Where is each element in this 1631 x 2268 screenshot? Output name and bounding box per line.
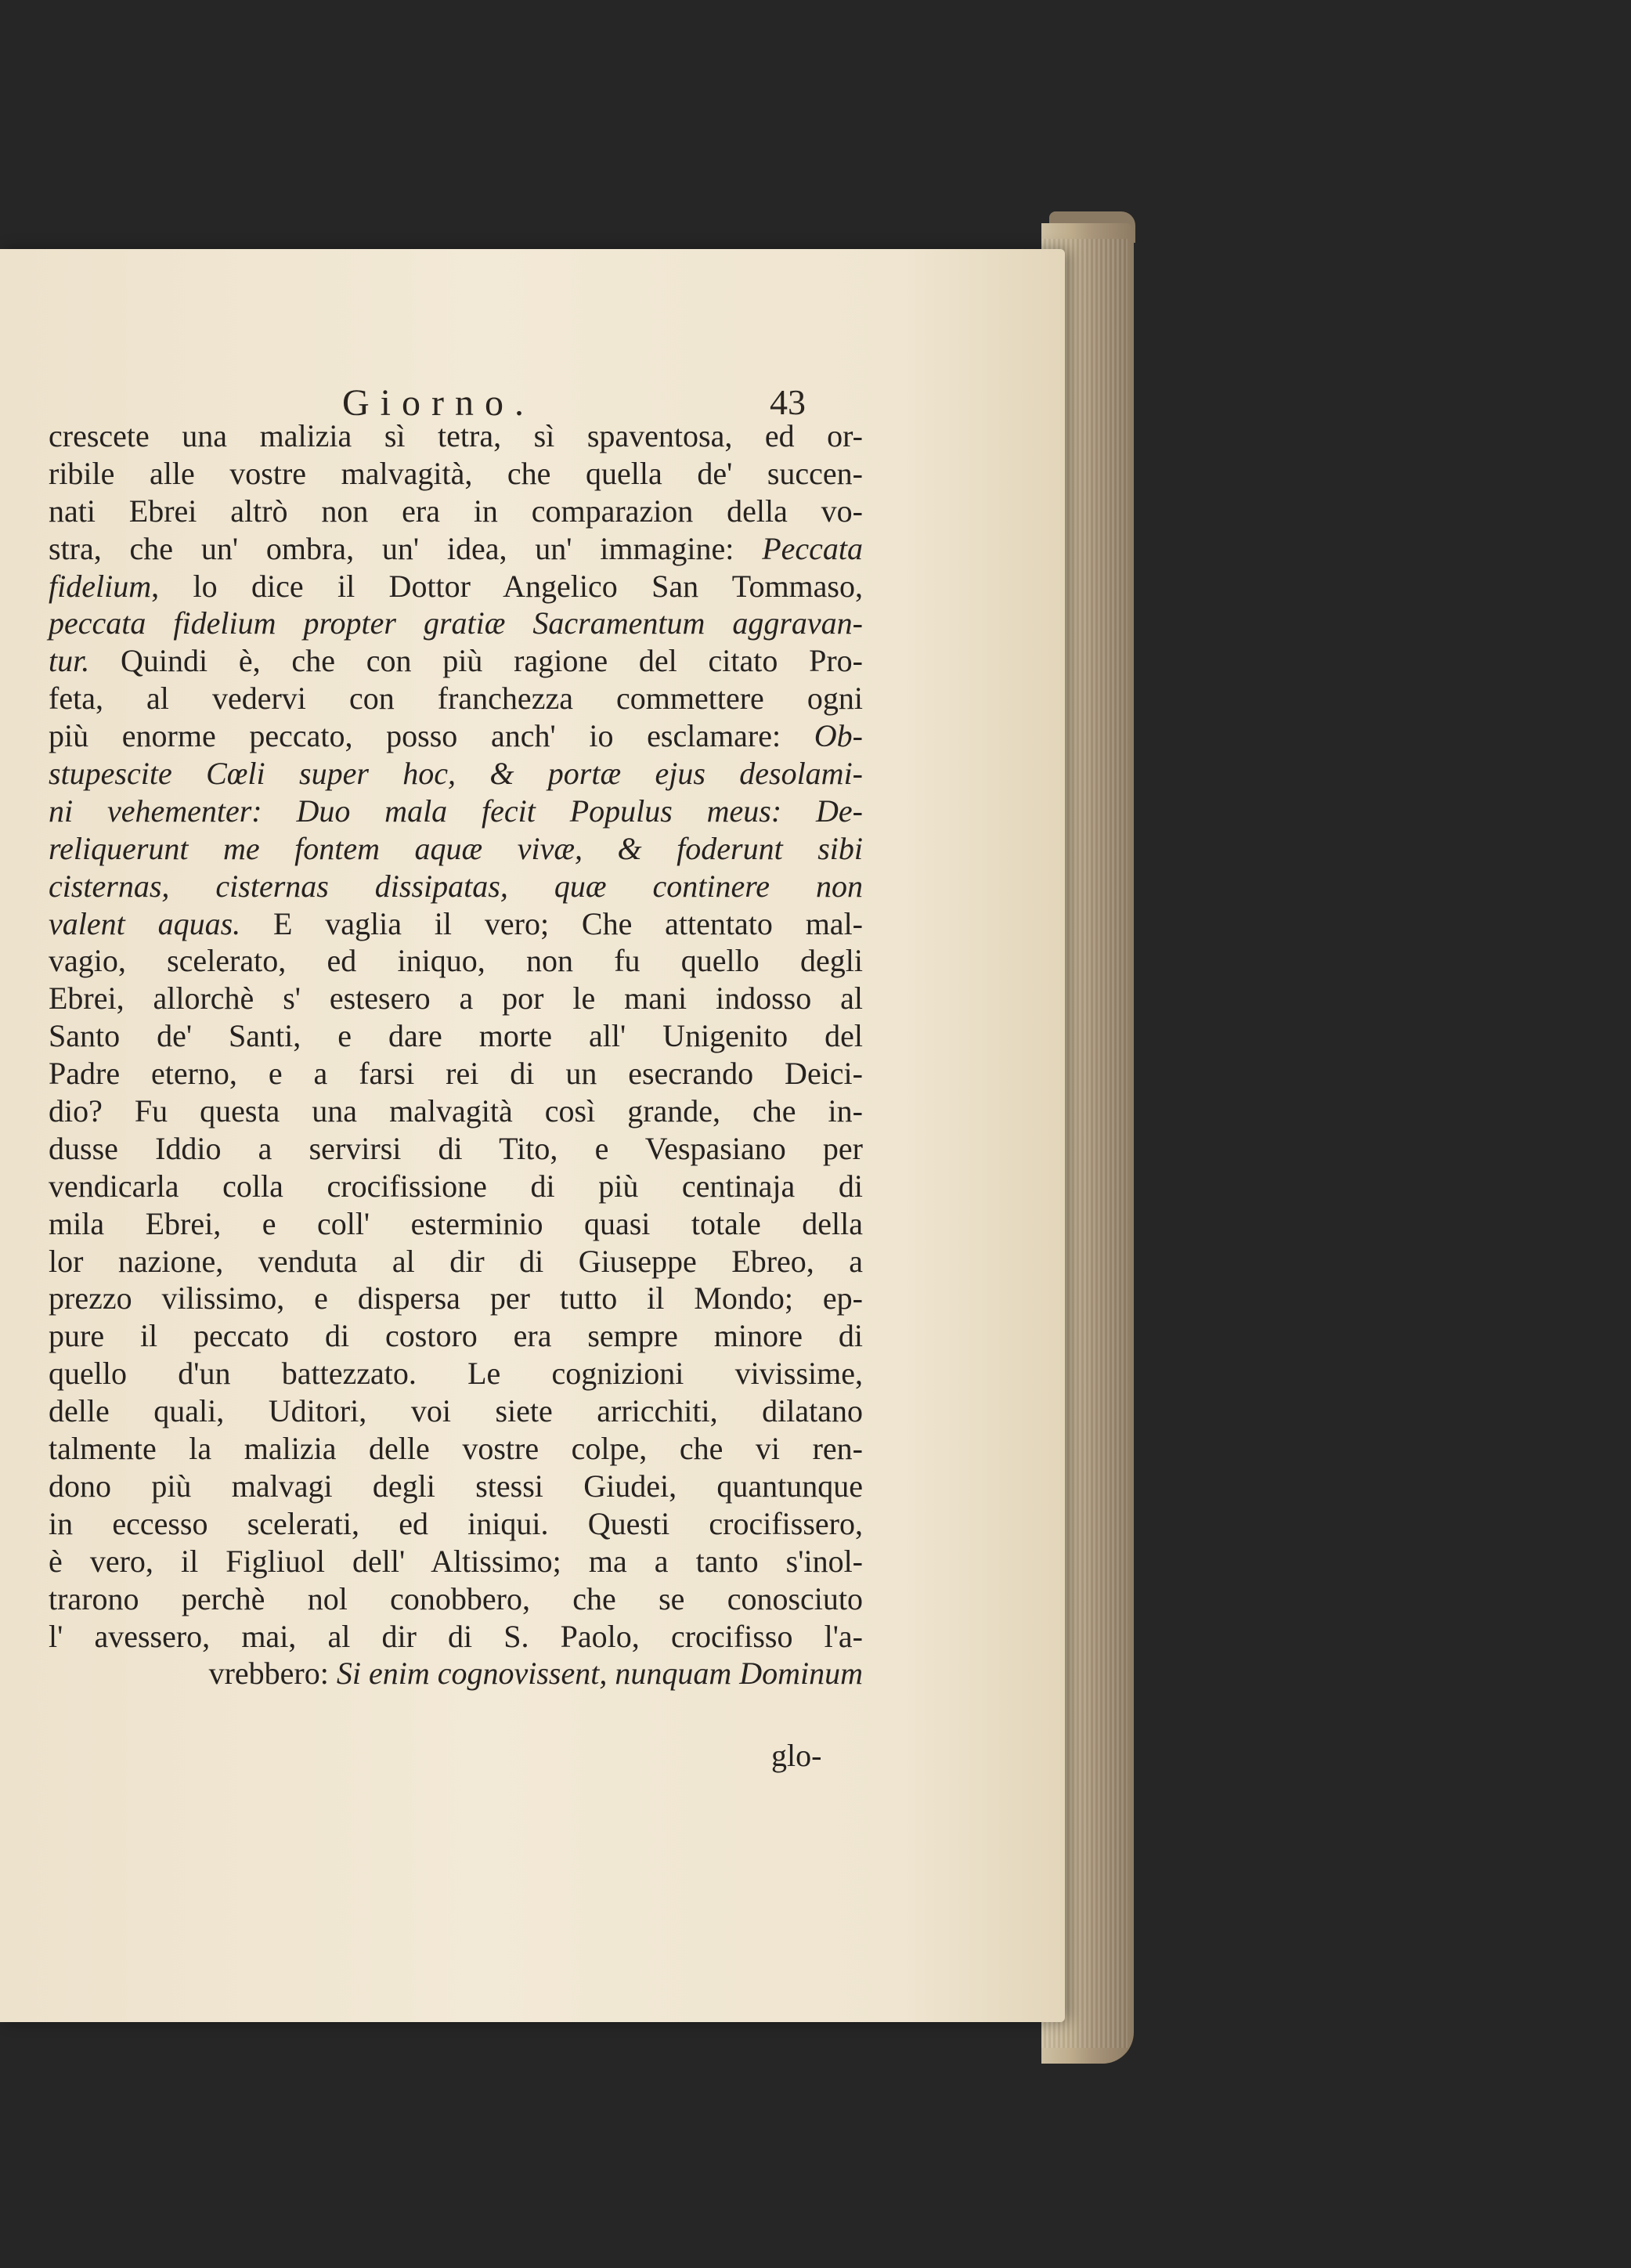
text-line — [49, 905, 863, 943]
line-text: , lo dice il Dottor Angelico San Tommaso, — [151, 568, 863, 604]
line-text: Quindi è, che con più ragione del citato Pro- — [89, 643, 863, 679]
line-text: in eccesso scelerati, ed iniqui. Questi crocifissero, — [49, 1505, 863, 1541]
line-text: vrebbero: — [208, 1656, 337, 1692]
line-text: dono più malvagi degli stessi Giudei, quantunque — [49, 1468, 863, 1504]
text-line — [49, 1092, 863, 1130]
text-line — [49, 1618, 863, 1656]
text-line — [49, 1655, 863, 1692]
latin-quotation: Ob- — [814, 718, 863, 754]
latin-quotation: ni vehementer: Duo mala fecit Populus meus: De- — [49, 793, 863, 829]
text-line — [49, 1580, 863, 1618]
text-line — [49, 793, 863, 830]
text-line — [49, 942, 863, 980]
latin-quotation: cisternas, cisternas dissipatas, quæ continere non — [49, 868, 863, 904]
text-line — [49, 530, 863, 568]
latin-quotation: Si enim cognovissent, nunquam Dominum — [336, 1656, 863, 1692]
text-line — [49, 1355, 863, 1392]
line-text: stra, che un' ombra, un' idea, un' immagine: — [49, 530, 763, 566]
text-line — [49, 1017, 863, 1055]
body-text — [49, 417, 863, 1692]
line-text: Santo de' Santi, e dare morte all' Unigenito del — [49, 1018, 863, 1054]
line-text: talmente la malizia delle vostre colpe, che vi ren- — [49, 1431, 863, 1467]
text-line — [49, 830, 863, 868]
text-line — [49, 717, 863, 755]
line-text: crescete una malizia sì tetra, sì spaventosa, ed or- — [49, 418, 863, 453]
text-line — [49, 493, 863, 530]
text-line — [49, 1055, 863, 1092]
text-line — [49, 980, 863, 1017]
text-line — [49, 1468, 863, 1505]
line-text: quello d'un battezzato. Le cognizioni vivissime, — [49, 1356, 863, 1392]
line-text: delle quali, Uditori, voi siete arricchiti, dilatano — [49, 1393, 863, 1429]
text-line — [49, 1505, 863, 1543]
line-text: dusse Iddio a servirsi di Tito, e Vespasiano per — [49, 1130, 863, 1166]
line-text: Padre eterno, e a farsi rei di un esecrando Deici- — [49, 1056, 863, 1092]
line-text: ribile alle vostre malvagità, che quella de' succen- — [49, 455, 863, 491]
text-line — [49, 1543, 863, 1580]
text-line — [49, 642, 863, 680]
text-line — [49, 568, 863, 605]
line-text: feta, al vedervi con franchezza commettere ogni — [49, 681, 863, 717]
line-text: pure il peccato di costoro era sempre minore di — [49, 1318, 863, 1354]
line-text: lor nazione, venduta al dir di Giuseppe Ebreo, a — [49, 1243, 863, 1279]
line-text: nati Ebrei altrò non era in comparazion della vo- — [49, 493, 863, 529]
text-line — [49, 1205, 863, 1243]
latin-quotation: fidelium — [49, 568, 152, 604]
text-line — [49, 1168, 863, 1205]
line-text: è vero, il Figliuol dell' Altissimo; ma a tanto s'inol- — [49, 1543, 863, 1579]
latin-quotation: stupescite Cœli super hoc, & portæ ejus desolami- — [49, 756, 863, 792]
line-text: l' avessero, mai, al dir di S. Paolo, crocifisso l'a- — [49, 1618, 863, 1654]
line-text: prezzo vilissimo, e dispersa per tutto il Mondo; ep- — [49, 1280, 863, 1316]
text-line — [49, 680, 863, 717]
text-line — [49, 1317, 863, 1355]
line-text: E vaglia il vero; Che attentato mal- — [240, 905, 863, 941]
text-line — [49, 868, 863, 905]
latin-quotation: peccata fidelium propter gratiæ Sacramentum aggravan- — [49, 605, 863, 641]
text-line — [49, 455, 863, 493]
text-line — [49, 1243, 863, 1280]
text-line — [49, 1280, 863, 1317]
running-title: Giorno. — [342, 382, 535, 424]
page-number: 43 — [770, 382, 806, 422]
catchword: glo- — [771, 1738, 822, 1773]
line-text: vendicarla colla crocifissione di più centinaja di — [49, 1168, 863, 1204]
line-text: Ebrei, allorchè s' estesero a por le mani indosso al — [49, 981, 863, 1017]
line-text: dio? Fu questa una malvagità così grande, che in- — [49, 1093, 863, 1129]
text-line — [49, 1430, 863, 1468]
text-line — [49, 1130, 863, 1168]
text-line — [49, 417, 863, 455]
text-line — [49, 755, 863, 793]
line-text: mila Ebrei, e coll' esterminio quasi totale della — [49, 1205, 863, 1241]
text-line — [49, 1392, 863, 1430]
latin-quotation: Peccata — [762, 530, 863, 566]
latin-quotation: reliquerunt me fontem aquæ vivæ, & foderunt sibi — [49, 830, 863, 866]
latin-quotation: tur. — [49, 643, 90, 679]
line-text: più enorme peccato, posso anch' io esclamare: — [49, 718, 814, 754]
line-text: vagio, scelerato, ed iniquo, non fu quello degli — [49, 943, 863, 979]
text-line — [49, 605, 863, 642]
latin-quotation: valent aquas. — [49, 905, 241, 941]
line-text: trarono perchè nol conobbero, che se conosciuto — [49, 1580, 863, 1616]
